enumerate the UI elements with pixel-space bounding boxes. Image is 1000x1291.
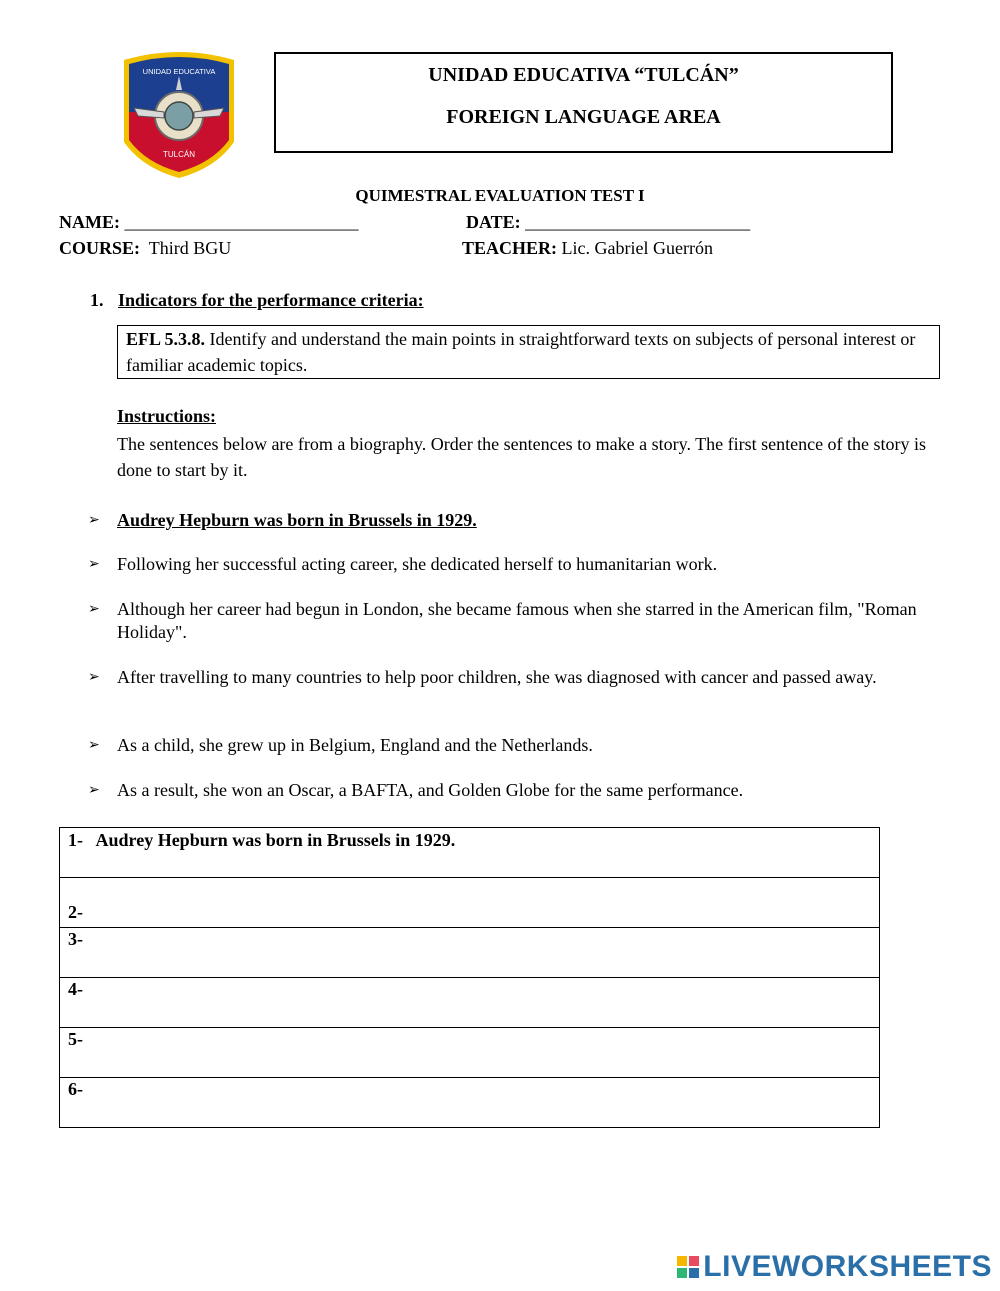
logo-top-text: UNIDAD EDUCATIVA: [142, 67, 216, 76]
header-box: [274, 52, 893, 153]
sentence-text: Audrey Hepburn was born in Brussels in 1929.: [117, 510, 477, 530]
course-value: Third BGU: [148, 238, 232, 258]
section-title: Indicators for the performance criteria:: [118, 290, 424, 310]
sentence-text: Following her successful acting career, she dedicated herself to humanitarian work.: [117, 554, 718, 574]
area-name: FOREIGN LANGUAGE AREA: [446, 106, 721, 128]
section-heading: [90, 290, 424, 311]
answer-table: [59, 827, 880, 1128]
answer-number: 3-: [68, 929, 83, 949]
sentence-text: As a result, she won an Oscar, a BAFTA, and Golden Globe for the same performance.: [117, 780, 744, 800]
sentence-item: [88, 598, 928, 644]
sentence-item: [88, 666, 928, 689]
sentence-text: After travelling to many countries to help poor children, she was diagnosed with cancer and passed away.: [117, 667, 877, 687]
school-name: UNIDAD EDUCATIVA “TULCÁN”: [428, 64, 739, 86]
teacher-label: TEACHER:: [462, 238, 558, 258]
teacher-field: [462, 238, 713, 259]
answer-number: 5-: [68, 1029, 83, 1049]
date-label: DATE:: [466, 212, 521, 232]
answer-number: 1-: [68, 830, 83, 850]
answer-text[interactable]: Audrey Hepburn was born in Brussels in 1929.: [95, 830, 456, 850]
arrow-bullet-icon: ➢: [88, 670, 100, 685]
name-field[interactable]: [59, 212, 359, 233]
teacher-value: Lic. Gabriel Guerrón: [561, 238, 713, 258]
section-number: 1.: [90, 290, 104, 310]
school-crest-logo: [120, 50, 238, 180]
answer-number: 6-: [68, 1079, 83, 1099]
efl-code: EFL 5.3.8.: [126, 329, 206, 349]
brand-blocks-icon: [677, 1256, 699, 1278]
arrow-bullet-icon: ➢: [88, 557, 100, 572]
answer-row[interactable]: [60, 1078, 880, 1128]
efl-text: Identify and understand the main points in straightforward texts on subjects of personal interest or familiar academic topics.: [126, 329, 916, 375]
instructions-heading: Instructions:: [117, 406, 217, 426]
name-label: NAME:: [59, 212, 120, 232]
course-field: [59, 238, 231, 259]
date-blank[interactable]: _________________________: [525, 212, 751, 232]
test-title: QUIMESTRAL EVALUATION TEST I: [355, 186, 645, 205]
answer-row[interactable]: [60, 978, 880, 1028]
sentence-item: [88, 779, 928, 802]
sentence-item: [88, 734, 928, 757]
name-blank[interactable]: __________________________: [124, 212, 359, 232]
arrow-bullet-icon: ➢: [88, 602, 100, 617]
answer-number: 4-: [68, 979, 83, 999]
arrow-bullet-icon: ➢: [88, 738, 100, 753]
answer-row[interactable]: [60, 828, 880, 878]
instructions-text: The sentences below are from a biography. Order the sentences to make a story. The first sentence of the story is done to start by it.: [117, 434, 927, 480]
answer-row[interactable]: [60, 928, 880, 978]
sentence-item: [88, 553, 928, 576]
brand-text: LIVEWORKSHEETS: [703, 1250, 992, 1283]
sentence-item: [88, 509, 928, 532]
date-field[interactable]: [466, 212, 750, 233]
answer-row[interactable]: [60, 878, 880, 928]
answer-row[interactable]: [60, 1028, 880, 1078]
liveworksheets-logo[interactable]: [677, 1250, 992, 1284]
sentence-text: Although her career had begun in London, she became famous when she starred in the American film, "Roman Holiday".: [117, 599, 917, 642]
logo-bottom-text: TULCÁN: [162, 150, 196, 159]
arrow-bullet-icon: ➢: [88, 513, 100, 528]
arrow-bullet-icon: ➢: [88, 783, 100, 798]
answer-number: 2-: [68, 902, 83, 922]
efl-indicator-box: [117, 325, 940, 379]
sentence-text: As a child, she grew up in Belgium, England and the Netherlands.: [117, 735, 593, 755]
course-label: COURSE:: [59, 238, 141, 258]
